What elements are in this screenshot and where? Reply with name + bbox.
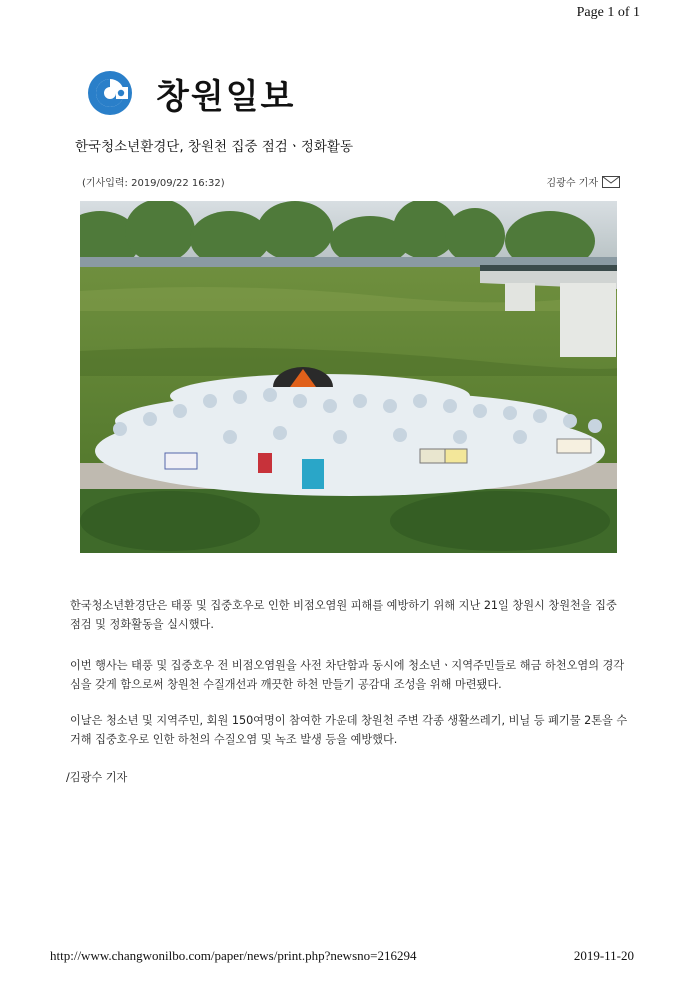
brand-name: 창원일보 [156, 76, 296, 117]
page-number: Page 1 of 1 [576, 5, 640, 20]
article-signature: /김광수 기자 [66, 771, 128, 784]
masthead[interactable] [86, 68, 295, 118]
article-title: 한국청소년환경단, 창원천 집중 점검ㆍ정화활동 [75, 139, 353, 155]
byline [547, 174, 620, 189]
article-paragraph: 이번 행사는 태풍 및 집중호우 전 비점오염원을 사전 차단함과 동시에 청소년ㆍ지역주민들로 해금 하천오염의 경각심을 갖게 함으로써 창원천 수질개선과 깨끗한 하천 만들기 공감대 조성을 위해 마련됐다. [70, 659, 625, 691]
envelope-icon[interactable] [602, 176, 620, 188]
footer-date: 2019-11-20 [573, 948, 634, 963]
group-photo-river-cleanup [80, 201, 617, 553]
article-paragraph: 이날은 청소년 및 지역주민, 회원 150여명이 참여한 가운데 창원천 주변 각종 생활쓰레기, 비닐 등 폐기물 2톤을 수거해 집중호우로 인한 하천의 수질오염 및 녹조 발생 등을 예방했다. [70, 714, 628, 746]
changwon-ilbo-logo-icon [86, 69, 134, 117]
article-paragraph: 한국청소년환경단은 태풍 및 집중호우로 인한 비점오염원 피해를 예방하기 위해 지난 21일 창원시 창원천을 집중 점검 및 정화활동을 실시했다. [70, 599, 617, 631]
byline-reporter: 김광수 기자 [546, 178, 598, 189]
article-dateline: (기사입력: 2019/09/22 16:32) [82, 178, 225, 189]
footer-url[interactable]: http://www.changwonilbo.com/paper/news/print.php?newsno=216294 [50, 948, 417, 963]
